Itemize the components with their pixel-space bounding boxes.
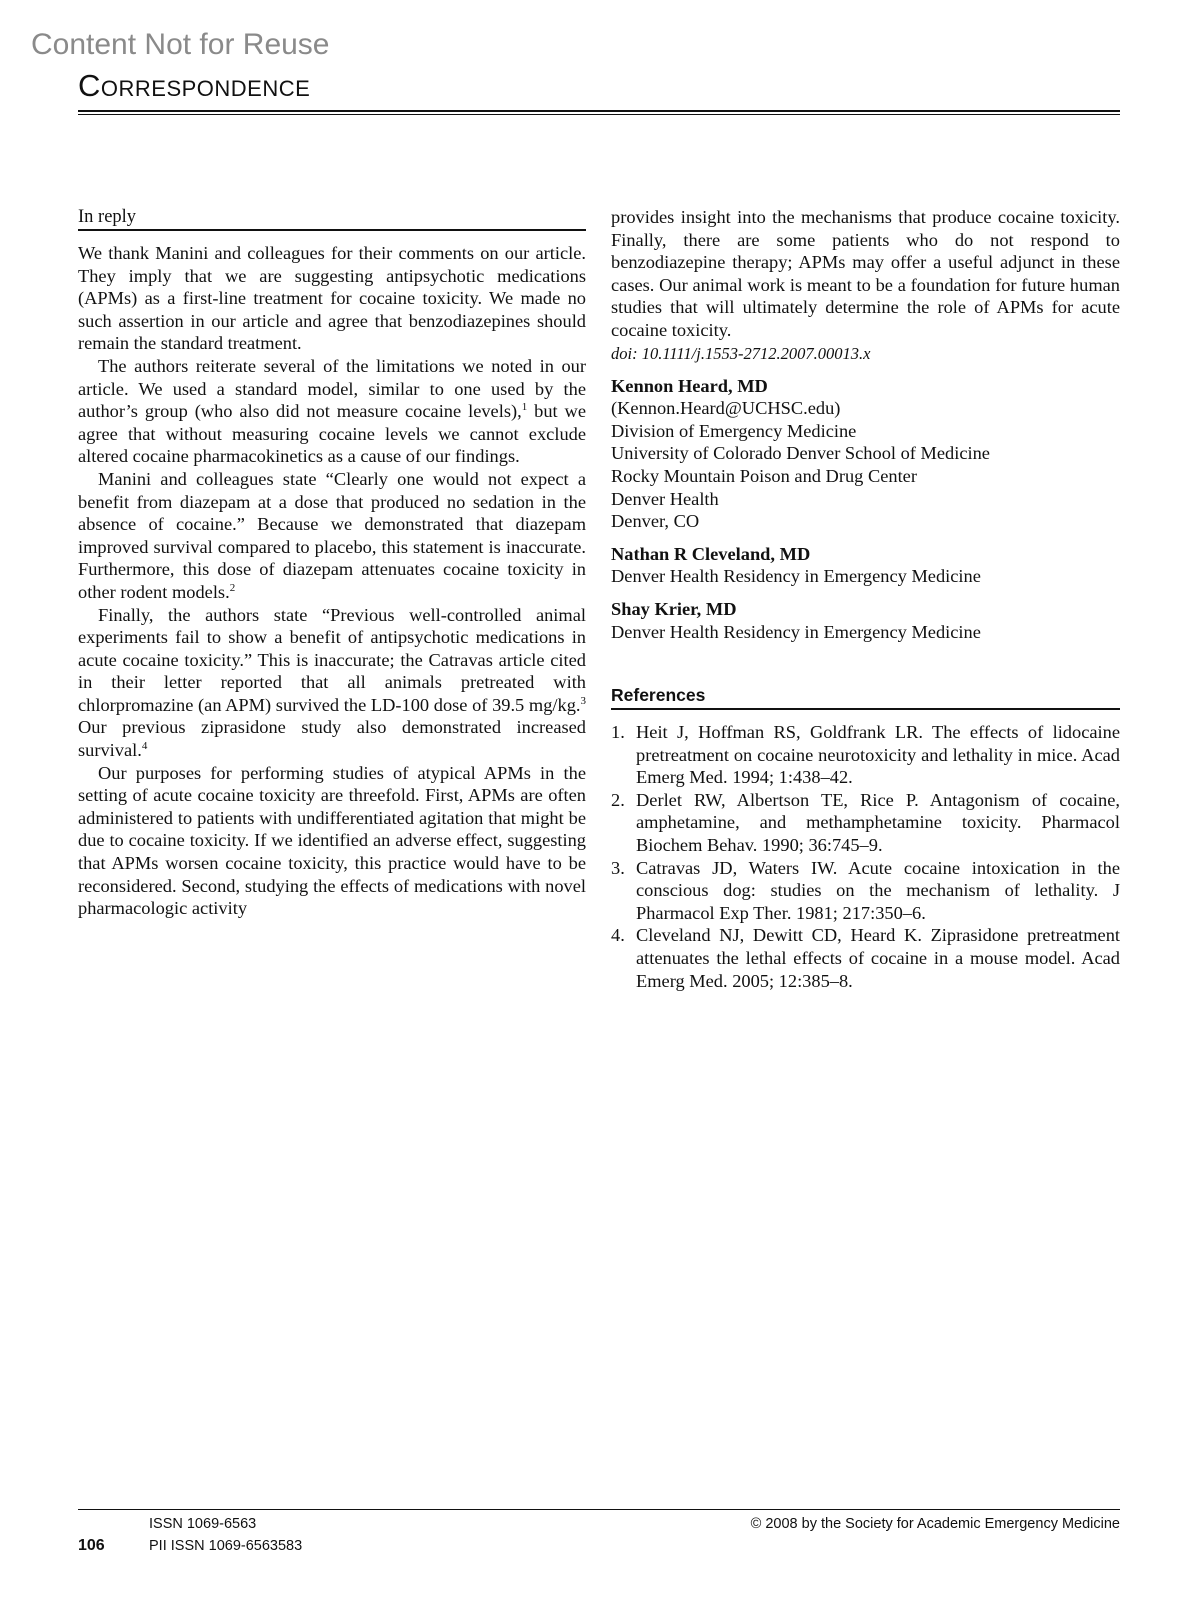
header-rule [78,110,1120,115]
reference-item [611,924,1120,992]
reference-item [611,857,1120,925]
reference-text: Heit J, Hoffman RS, Goldfrank LR. The effects of lidocaine pretreatment on cocaine neurotoxicity and lethality in mice. Acad Emerg Med. 1994; 1:438–42. [636,722,1120,788]
author-name: Kennon Heard, MD [611,375,768,396]
paragraph-continuation: provides insight into the mechanisms that produce cocaine toxicity. Finally, there are some patients who do not respond to benzodiazepine therapy; APMs may offer a useful adjunct in these cases. Our animal work is meant to be a foundation for future human studies that will ultimately determine the role of APMs for acute cocaine toxicity. [611,207,1120,340]
references-heading: References [611,684,1120,710]
author-email[interactable]: (Kennon.Heard@UCHSC.edu) [611,398,841,419]
right-column [611,206,1120,992]
paragraph-3-text: Manini and colleagues state “Clearly one would not expect a benefit from diazepam at a dose that produced no sedation in the absence of cocaine.” Because we demonstrated that diazepam improved survival compared to placebo, this statement is inaccurate. Furthermore, this dose of diazepam attenuates cocaine toxicity in other rodent models. [78,468,586,602]
letter-subhead: In reply [78,206,586,231]
watermark: Content Not for Reuse [31,28,330,61]
reference-number: 1. [611,722,625,743]
copyright: © 2008 by the Society for Academic Emergency Medicine [750,1516,1120,1532]
paragraph-4-text-b: Our previous ziprasidone study also demonstrated increased survival. [78,717,586,761]
reference-number: 4. [611,925,625,946]
citation-2: 2 [229,581,236,594]
reference-item [611,789,1120,857]
reference-number: 2. [611,789,625,810]
pii-issn: PII ISSN 1069-6563583 [149,1538,303,1554]
reference-text: Cleveland NJ, Dewitt CD, Heard K. Ziprasidone pretreatment attenuates the lethal effects of cocaine in a mouse model. Acad Emerg Med. 2005; 12:385–8. [636,925,1120,991]
author-affiliation: Denver, CO [611,511,700,532]
author-affiliation: Denver Health [611,488,719,509]
paragraph-2 [78,355,586,468]
author-affiliation: University of Colorado Denver School of Medicine [611,443,990,464]
author-name: Nathan R Cleveland, MD [611,543,811,564]
author-block [611,598,1120,643]
issn: ISSN 1069-6563 [149,1516,257,1532]
paragraph-3 [78,468,586,604]
doi: doi: 10.1111/j.1553-2712.2007.00013.x [611,343,871,363]
paragraph-1: We thank Manini and colleagues for their comments on our article. They imply that we are suggesting antipsychotic medications (APMs) as a first-line treatment for cocaine toxicity. We made no such assertion in our article and agree that benzodiazepines should remain the standard treatment. [78,243,586,354]
page-number: 106 [78,1537,105,1554]
author-name: Shay Krier, MD [611,598,737,619]
author-affiliation: Division of Emergency Medicine [611,420,857,441]
citation-1: 1 [521,401,528,414]
paragraph-4-text-a: Finally, the authors state “Previous well-controlled animal experiments fail to show a benefit of antipsychotic medications in acute cocaine toxicity.” This is inaccurate; the Catravas article cited in their letter reported that all animals pretreated with chlorpromazine (an APM) survived the LD-100 dose of 39.5 mg/kg. [78,604,586,715]
author-affiliation: Denver Health Residency in Emergency Medicine [611,621,981,642]
references-list [611,721,1120,992]
reference-item [611,721,1120,789]
reference-number: 3. [611,857,625,878]
citation-4: 4 [141,739,148,752]
author-affiliation: Denver Health Residency in Emergency Medicine [611,566,981,587]
author-block [611,375,1120,533]
citation-3: 3 [580,694,586,707]
left-column [78,206,586,920]
paragraph-2-text-b: but we agree that without measuring cocaine levels we cannot exclude altered cocaine pharmacokinetics as a cause of our findings. [78,401,586,467]
section-title: Correspondence [78,68,311,103]
author-affiliation: Rocky Mountain Poison and Drug Center [611,465,917,486]
reference-text: Derlet RW, Albertson TE, Rice P. Antagonism of cocaine, amphetamine, and methamphetamine toxicity. Pharmacol Biochem Behav. 1990; 36:745–9. [636,789,1120,856]
paragraph-4 [78,604,586,762]
footer-rule [78,1509,1120,1510]
paragraph-5: Our purposes for performing studies of atypical APMs in the setting of acute cocaine toxicity are threefold. First, APMs are often administered to patients with undifferentiated agitation that might be due to cocaine toxicity. If we identified an adverse effect, suggesting that APMs worsen cocaine toxicity, this practice would have to be reconsidered. Second, studying the effects of medications with novel pharmacologic activity [78,762,586,919]
reference-text: Catravas JD, Waters IW. Acute cocaine intoxication in the conscious dog: studies on the mechanism of lethality. J Pharmacol Exp Ther. 1981; 217:350–6. [636,857,1120,923]
author-block [611,543,1120,588]
paragraph-2-text-a: The authors reiterate several of the limitations we noted in our article. We used a standard model, similar to one used by the author’s group (who also did not measure cocaine levels), [78,355,586,422]
